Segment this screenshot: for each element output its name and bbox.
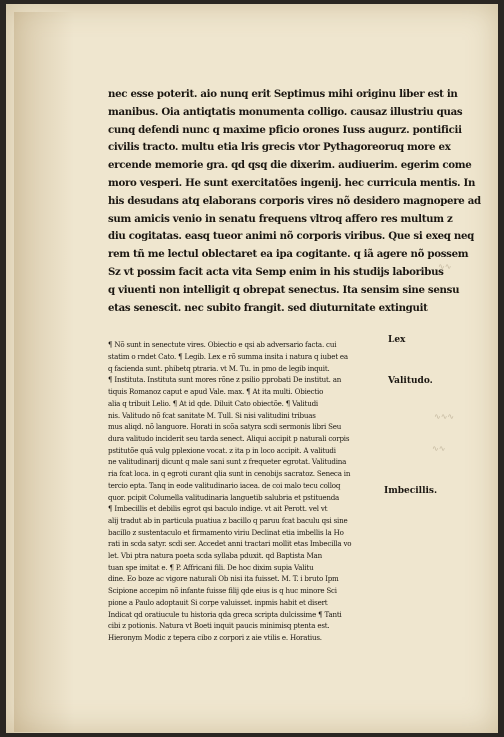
bleed-through-mark: ∿∿∿ bbox=[434, 412, 455, 421]
main-text-line: rem tñ me lectul oblectaret ea ipa cogitante. q iã agere nõ possem bbox=[108, 248, 469, 261]
commentary-line: Hieronym Modic z tepera cibo z corpori z aie vtilis e. Horatius. bbox=[108, 632, 322, 642]
commentary-line: tercio epta. Tanq in eode valitudinario iacea. de coi malo tecu colloq bbox=[108, 480, 341, 490]
margin-note-valitudo: Valitudo. bbox=[388, 376, 433, 386]
commentary-line: dine. Eo boze ac vigore naturali Ob nisi ita fuisset. M. T. i bruto Ipm bbox=[108, 574, 339, 584]
commentary-line: dura valitudo inciderit seu tarda senect. Aliqui accipit p naturali corpis bbox=[108, 433, 350, 443]
commentary-line: Indicat qd oratiucule tu historia qda greca scripta dulcissime ¶ Tanti bbox=[108, 609, 342, 619]
manuscript-page bbox=[6, 4, 498, 733]
page-edge-stain bbox=[14, 12, 74, 732]
bleed-through-mark: ∿∿ bbox=[438, 262, 452, 271]
main-text-line: q viuenti non intelligit q obrepat senectus. Ita sensim sine sensu bbox=[108, 283, 460, 296]
text-block bbox=[108, 86, 481, 644]
commentary-line: ¶ Imbecillis et debilis egrot qsi baculo indige. vt ait Perott. vel vt bbox=[108, 504, 328, 514]
bleed-through-mark: ∿∿ bbox=[432, 444, 446, 453]
main-text-line: moro vesperi. He sunt exercitatões ingenij. hec curricula mentis. In bbox=[108, 176, 476, 189]
commentary-line: cibi z potionis. Natura vt Boeti inquit paucis minimisq ptenta est. bbox=[108, 621, 330, 631]
commentary-line: tuan spe imitat e. ¶ P. Affricani fili. De hoc dixim supia Valitu bbox=[108, 562, 314, 572]
commentary-line: mus aliqd. nõ languore. Horati in scõa satyra scdi sermonis libri Seu bbox=[108, 422, 342, 432]
commentary-line: ria fcat loca. in q egroti curant qlia sunt in cenobijs sacratoz. Seneca in bbox=[108, 469, 351, 479]
main-text-line: cunq defendi nunc q maxime pficio orones Iuss augurz. pontificii bbox=[108, 123, 462, 136]
commentary-line: bacillo z sustentaculo et firmamento viriu Declinat etia imbellis la Ho bbox=[108, 527, 344, 537]
commentary-line: ¶ Instituta. Instituta sunt mores rõne z psilio pprobati De institut. an bbox=[108, 375, 342, 385]
margin-note-imbecillis: Imbecillis. bbox=[384, 486, 438, 496]
main-text-line: manibus. Oia antiqtatis monumenta colligo. causaz illustriu quas bbox=[108, 105, 463, 118]
commentary-line: alia q tribuit Lelio. ¶ At id qde. Diluit Cato obiectõe. ¶ Valitudi bbox=[108, 398, 318, 408]
commentary-line: let. Vbi ptra natura poeta scda syllaba pduxit. qd Baptista Man bbox=[108, 551, 322, 561]
main-text bbox=[108, 86, 481, 317]
main-text-line: Sz vt possim facit acta vita Semp enim in his studijs laboribus bbox=[108, 265, 444, 278]
main-text-line: civilis tracto. multu etia lris grecis vtor Pythagoreoruq more ex bbox=[108, 141, 451, 154]
main-text-line: nec esse poterit. aio nunq erit Septimus mihi originu liber est in bbox=[108, 88, 458, 100]
main-text-line: etas senescit. nec subito frangit. sed diuturnitate extinguit bbox=[108, 301, 428, 314]
commentary-line: tiquis Romanoz caput e apud Vale. max. ¶ At ita multi. Obiectio bbox=[108, 387, 324, 397]
main-text-line: sum amicis venio in senatu frequens vltroq affero res multum z bbox=[108, 212, 453, 225]
main-text-line: diu cogitatas. easq tueor animi nõ corporis viribus. Que si exeq neq bbox=[108, 230, 474, 243]
commentary-line: nis. Valitudo nõ fcat sanitate M. Tull. Si nisi valitudini tribuas bbox=[108, 410, 316, 420]
commentary-line: ¶ Nõ sunt in senectute vires. Obiectio e qsi ab adversario facta. cui bbox=[108, 340, 337, 350]
commentary bbox=[108, 339, 388, 643]
commentary-line: statim o rndet Cato. ¶ Legib. Lex e rõ summa insita i natura q iubet ea bbox=[108, 352, 348, 362]
commentary-line: pstitutõe quã vulg pplexione vocat. z ita p in loco accipit. A valitudi bbox=[108, 445, 336, 455]
commentary-line: alij tradut ab in particula puatiua z bacillo q paruu fcat baculu qsi sine bbox=[108, 515, 348, 525]
main-text-line: his desudans atq elaborans corporis vires nõ desidero magnopere ad bbox=[108, 194, 481, 207]
commentary-line: pione a Paulo adoptauit Si corpe valuisset. inpmis habit et disert bbox=[108, 597, 328, 607]
commentary-line: rati in scda satyr. scdi ser. Accedet anni tractari mollit etas Imbecilla vo bbox=[108, 539, 352, 549]
commentary-line: q facienda sunt. phibetq ptraria. vt M. Tu. in pmo de legib inquit. bbox=[108, 363, 330, 373]
commentary-line: Scipione accepim nõ infante fuisse filij qde eius is q huc minore Sci bbox=[108, 586, 337, 596]
commentary-line: quor. pcipit Columella valitudinaria languetib salubria et pstituenda bbox=[108, 492, 340, 502]
commentary-line: ne valitudinarij dicunt q male sani sunt z frequeter egrotat. Valitudina bbox=[108, 457, 347, 467]
margin-note-lex: Lex bbox=[388, 335, 406, 345]
main-text-line: ercende memorie gra. qd qsq die dixerim. audiuerim. egerim come bbox=[108, 159, 472, 172]
